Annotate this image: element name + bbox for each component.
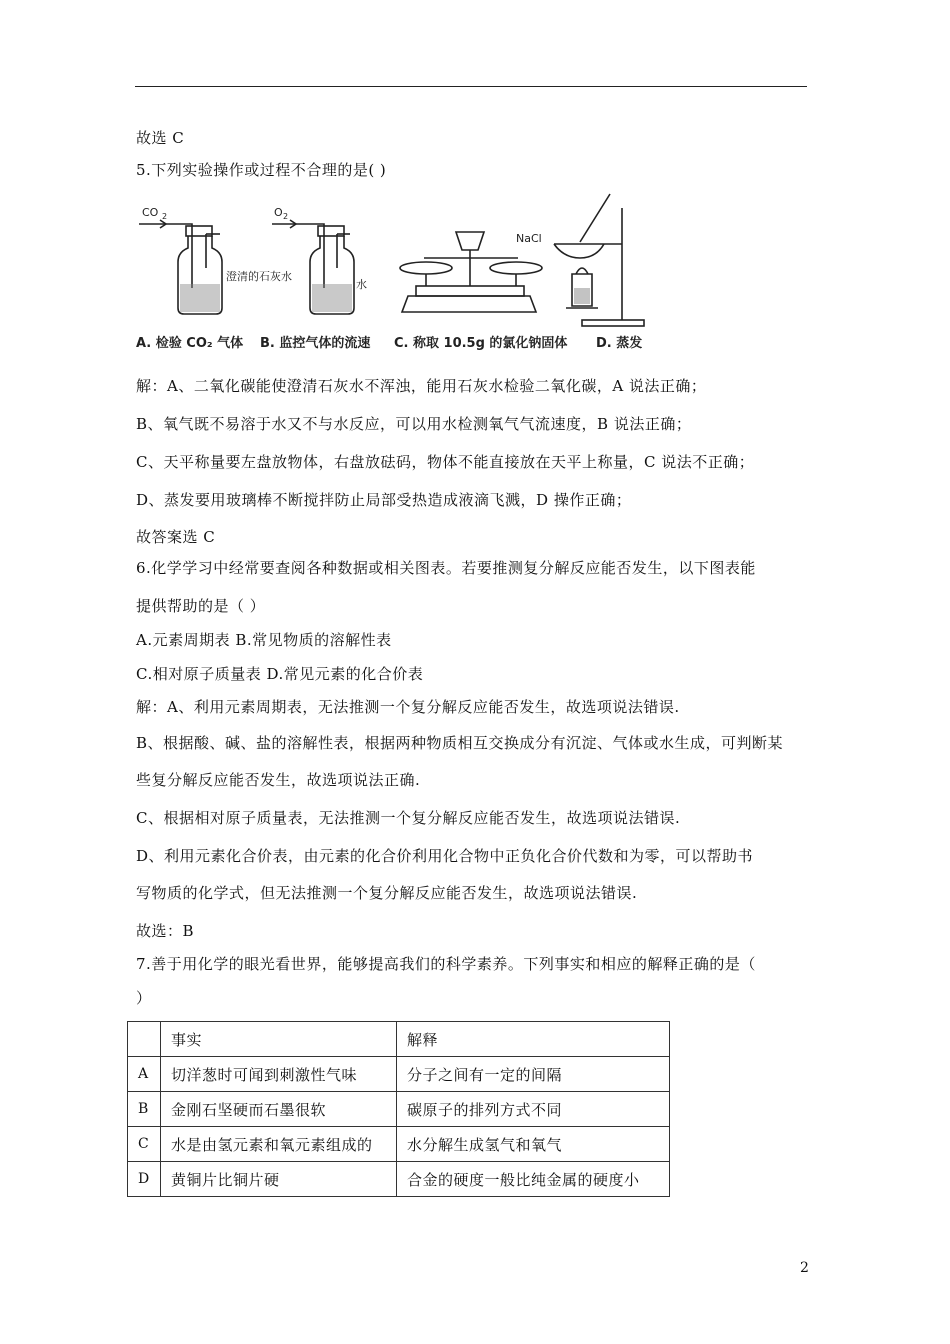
table-header-explanation: 解释 xyxy=(397,1022,670,1057)
table-cell: A xyxy=(128,1057,161,1092)
solution-6-d-line-1: D、利用元素化合价表，由元素的化合价利用化合物中正负化合价代数和为零，可以帮助书 xyxy=(136,847,754,865)
question-5: 5.下列实验操作或过程不合理的是( ) xyxy=(136,161,387,179)
caption-a: A. 检验 CO₂ 气体 xyxy=(136,336,244,351)
nacl-label: NaCl xyxy=(516,232,542,245)
table-cell: B xyxy=(128,1092,161,1127)
table-row xyxy=(128,1162,670,1197)
solution-6-d-line-2: 写物质的化学式，但无法推测一个复分解反应能否发生，故选项说法错误. xyxy=(136,884,638,902)
solution-6-c: C、根据相对原子质量表，无法推测一个复分解反应能否发生，故选项说法错误. xyxy=(136,809,681,827)
o2-subscript: 2 xyxy=(283,212,289,221)
table-cell: D xyxy=(128,1162,161,1197)
solution-5-c: C、天平称量要左盘放物体，右盘放砝码，物体不能直接放在天平上称量，C 说法不正确； xyxy=(136,453,755,471)
question-7-line-2: ） xyxy=(136,989,152,1007)
table-cell xyxy=(128,1022,161,1057)
question-6-line-1: 6.化学学习中经常要查阅各种数据或相关图表。若要推测复分解反应能否发生，以下图表能 xyxy=(136,559,756,577)
o2-label: O xyxy=(274,206,283,219)
solution-6-b-line-1: B、根据酸、碱、盐的溶解性表，根据两种物质相互交换成分有沉淀、气体或水生成，可判断某 xyxy=(136,734,784,752)
table-cell: 切洋葱时可闻到刺激性气味 xyxy=(161,1057,397,1092)
table-cell: 金刚石坚硬而石墨很软 xyxy=(161,1092,397,1127)
table-row xyxy=(128,1092,670,1127)
limewater-label: 澄清的石灰水 xyxy=(226,270,292,283)
question-7-line-1: 7.善于用化学的眼光看世界，能够提高我们的科学素养。下列事实和相应的解释正确的是（ xyxy=(136,955,756,973)
co2-subscript: 2 xyxy=(162,212,168,221)
page-number: 2 xyxy=(800,1260,809,1276)
table-row xyxy=(128,1057,670,1092)
solution-5-b: B、氧气既不易溶于水又不与水反应，可以用水检测氧气气流速度，B 说法正确； xyxy=(136,415,692,433)
table-cell: 黄铜片比铜片硬 xyxy=(161,1162,397,1197)
header-rule xyxy=(135,86,807,87)
answer-6: 故选：B xyxy=(136,922,195,940)
caption-c: C. 称取 10.5g 的氯化钠固体 xyxy=(394,336,568,351)
answer-line-q4: 故选 C xyxy=(136,129,185,147)
table-cell: 水是由氢元素和氧元素组成的 xyxy=(161,1127,397,1162)
water-label: 水 xyxy=(356,278,367,291)
co2-label: CO xyxy=(142,206,159,219)
solution-6-b-line-2: 些复分解反应能否发生，故选项说法正确. xyxy=(136,771,421,789)
table-cell: 水分解生成氢气和氧气 xyxy=(397,1127,670,1162)
solution-5-d: D、蒸发要用玻璃棒不断搅拌防止局部受热造成液滴飞溅，D 操作正确； xyxy=(136,491,632,509)
question-6-line-2: 提供帮助的是（ ） xyxy=(136,597,266,615)
options-6-cd: C.相对原子质量表 D.常见元素的化合价表 xyxy=(136,665,424,683)
caption-d: D. 蒸发 xyxy=(596,336,643,351)
caption-b: B. 监控气体的流速 xyxy=(260,336,371,351)
table-header-row xyxy=(128,1022,670,1057)
facts-table xyxy=(127,1021,670,1197)
options-6-ab: A.元素周期表 B.常见物质的溶解性表 xyxy=(136,631,392,649)
table-row xyxy=(128,1127,670,1162)
solution-6-a: 解：A、利用元素周期表，无法推测一个复分解反应能否发生，故选项说法错误. xyxy=(136,698,680,716)
table-cell: C xyxy=(128,1127,161,1162)
answer-5: 故答案选 C xyxy=(136,528,216,546)
experiment-drawing xyxy=(134,188,664,356)
experiment-figure xyxy=(134,188,664,356)
table-cell: 分子之间有一定的间隔 xyxy=(397,1057,670,1092)
solution-5-a: 解：A、二氧化碳能使澄清石灰水不浑浊，能用石灰水检验二氧化碳，A 说法正确； xyxy=(136,377,707,395)
table-cell: 碳原子的排列方式不同 xyxy=(397,1092,670,1127)
table-cell: 合金的硬度一般比纯金属的硬度小 xyxy=(397,1162,670,1197)
table-header-fact: 事实 xyxy=(161,1022,397,1057)
